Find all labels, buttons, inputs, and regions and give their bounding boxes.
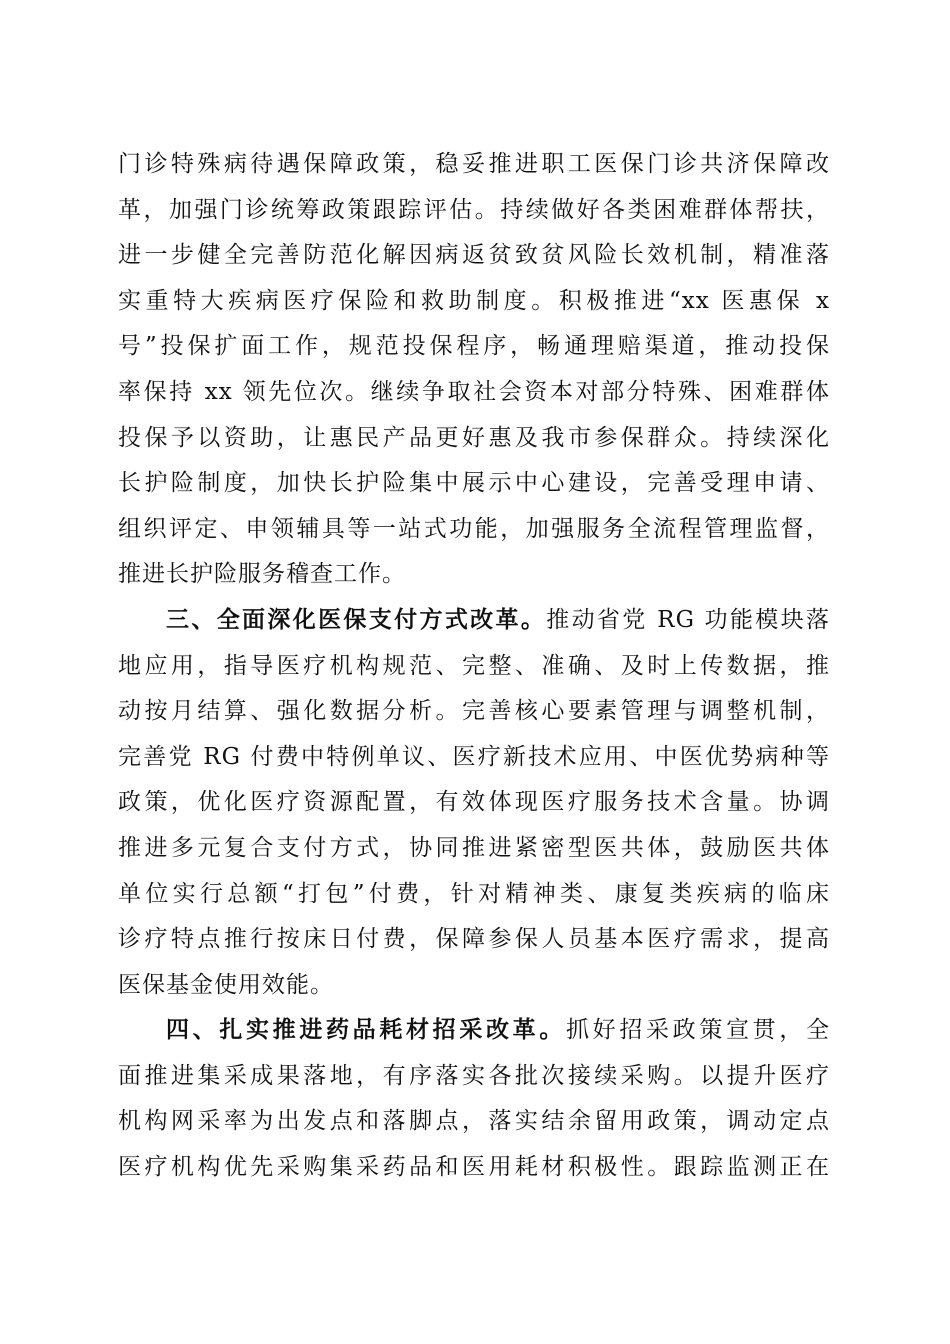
- text-run: 推动省党 RG 功能模块落: [546, 606, 831, 633]
- text-line: 进一步健全完善防范化解因病返贫致贫风险长效机制，精准落: [118, 242, 830, 269]
- text-line: 机构网采率为出发点和落脚点，落实结余留用政策，调动定点: [118, 1108, 830, 1135]
- text-line: 率保持 xx 领先位次。继续争取社会资本对部分特殊、困难群体: [118, 378, 830, 405]
- text-line: 政策，优化医疗资源配置，有效体现医疗服务技术含量。协调: [118, 789, 830, 816]
- text-line: 单位实行总额“打包”付费，针对精神类、康复类疾病的临床: [118, 880, 830, 907]
- text-line: 号”投保扩面工作，规范投保程序，畅通理赔渠道，推动投保: [118, 333, 830, 360]
- paragraph-1: [118, 142, 830, 598]
- text-line: 推进多元复合支付方式，协同推进紧密型医共体，鼓励医共体: [118, 834, 830, 861]
- text-line: 长护险制度，加快长护险集中展示中心建设，完善受理申请、: [118, 470, 830, 497]
- text-line: 组织评定、申领辅具等一站式功能，加强服务全流程管理监督，: [118, 515, 830, 542]
- text-line: 推进长护险服务稽查工作。: [118, 561, 406, 588]
- section-heading: 三、全面深化医保支付方式改革。: [166, 606, 547, 633]
- text-line: 完善党 RG 付费中特例单议、医疗新技术应用、中医优势病种等: [118, 743, 830, 770]
- text-run: 抓好招采政策宣贯，全: [566, 1017, 831, 1044]
- paragraph-first-line: [118, 598, 830, 644]
- paragraph-2: [118, 598, 830, 1008]
- text-line: 地应用，指导医疗机构规范、完整、准确、及时上传数据，推: [118, 652, 830, 679]
- text-line: 动按月结算、强化数据分析。完善核心要素管理与调整机制，: [118, 698, 830, 725]
- text-line: 门诊特殊病待遇保障政策，稳妥推进职工医保门诊共济保障改: [118, 151, 830, 177]
- text-line: 诊疗特点推行按床日付费，保障参保人员基本医疗需求，提高: [118, 926, 830, 953]
- text-line: 医疗机构优先采购集采药品和医用耗材积极性。跟踪监测正在: [118, 1154, 830, 1181]
- document-body: [118, 142, 830, 1191]
- paragraph-first-line: [118, 1008, 830, 1054]
- text-line: 医保基金使用效能。: [118, 971, 334, 998]
- text-line: 面推进集采成果落地，有序落实各批次接续采购。以提升医疗: [118, 1062, 830, 1089]
- text-line: 投保予以资助，让惠民产品更好惠及我市参保群众。持续深化: [118, 424, 830, 451]
- text-line: 革，加强门诊统筹政策跟踪评估。持续做好各类困难群体帮扶，: [118, 196, 830, 223]
- text-line: 实重特大疾病医疗保险和救助制度。积极推进“xx 医惠保 x: [118, 287, 830, 314]
- paragraph-3: [118, 1008, 830, 1190]
- section-heading: 四、扎实推进药品耗材招采改革。: [166, 1017, 566, 1044]
